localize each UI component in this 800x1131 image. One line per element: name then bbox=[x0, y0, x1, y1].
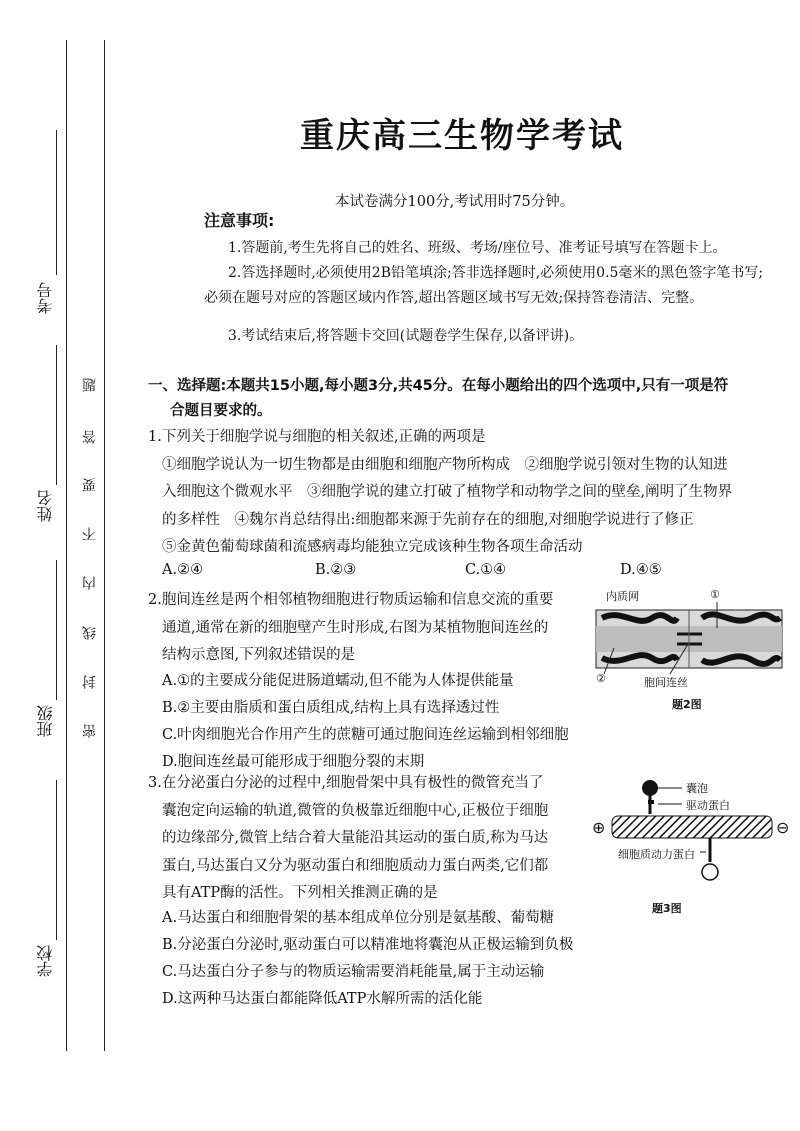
section-line: 合题目要求的。 bbox=[170, 403, 272, 419]
notice-heading: 注意事项: bbox=[204, 211, 275, 230]
section-line: 一、选择题:本题共15小题,每小题3分,共45分。在每小题给出的四个选项中,只有一项是符 bbox=[148, 378, 729, 394]
q3-option-a[interactable]: A.马达蛋白和细胞骨架的基本组成单位分别是氨基酸、葡萄糖 bbox=[162, 910, 555, 926]
field-label-class: 班级 bbox=[36, 705, 55, 737]
seal-char: 不 bbox=[82, 527, 98, 541]
figure-3 bbox=[582, 770, 792, 920]
q1-stem-line: ⑤金黄色葡萄球菌和流感病毒均能独立完成该种生物各项生命活动 bbox=[162, 539, 583, 555]
seal-char: 密 bbox=[82, 724, 98, 738]
figure-2 bbox=[592, 588, 792, 718]
binding-line-outer bbox=[66, 40, 67, 1051]
q2-stem-line: 2.胞间连丝是两个相邻植物细胞进行物质运输和信息交流的重要 bbox=[148, 592, 554, 608]
field-label-name: 姓名 bbox=[36, 490, 55, 522]
notice-item: 2.答选择题时,必须使用2B铅笔填涂;答非选择题时,必须使用0.5毫米的黑色签字笔书写;必须在题号对应的答题区域内作答,超出答题区域书写无效;保持答卷清洁、完整。 bbox=[204, 265, 764, 306]
q1-stem-line: 的多样性 ④魏尔肖总结得出:细胞都来源于先前存在的细胞,对细胞学说进行了修正 bbox=[162, 511, 694, 528]
q3-option-c[interactable]: C.马达蛋白分子参与的物质运输需要消耗能量,属于主动运输 bbox=[162, 964, 545, 980]
q3-stem-line: 的边缘部分,微管上结合着大量能沿其运动的蛋白质,称为马达 bbox=[162, 830, 549, 846]
q1-option-d[interactable]: D.④⑤ bbox=[620, 562, 662, 578]
q1-stem-line: ①细胞学说认为一切生物都是由细胞和细胞产物所构成 ②细胞学说引领对生物的认知进 bbox=[162, 456, 728, 473]
exam-intro: 本试卷满分100分,考试用时75分钟。 bbox=[335, 194, 575, 210]
fig2-label-1: ① bbox=[710, 588, 720, 601]
q1-option-c[interactable]: C.①④ bbox=[465, 562, 507, 578]
notice-item: 3.考试结束后,将答题卡交回(试题卷学生保存,以备评讲)。 bbox=[228, 328, 584, 344]
fig3-minus-end: ⊖ bbox=[776, 818, 790, 837]
seal-char: 要 bbox=[82, 478, 98, 492]
question-2 bbox=[148, 587, 588, 670]
field-line-class[interactable] bbox=[56, 560, 57, 700]
q3-stem-line: 具有ATP酶的活性。下列相关推测正确的是 bbox=[162, 885, 438, 901]
q2-option-c[interactable]: C.叶肉细胞光合作用产生的蔗糖可通过胞间连丝运输到相邻细胞 bbox=[162, 727, 569, 743]
fig2-label-plasmodesma: 胞间连丝 bbox=[644, 676, 688, 689]
q1-stem-line: 1.下列关于细胞学说与细胞的相关叙述,正确的两项是 bbox=[148, 429, 486, 445]
question-1 bbox=[148, 424, 788, 562]
field-label-school: 学校 bbox=[36, 945, 55, 977]
field-line-exam-number[interactable] bbox=[56, 130, 57, 275]
field-label-exam-number: 考号 bbox=[36, 282, 55, 314]
fig3-plus-end: ⊕ bbox=[592, 818, 606, 837]
q1-option-a[interactable]: A.②④ bbox=[162, 562, 204, 578]
q3-option-d[interactable]: D.这两种马达蛋白都能降低ATP水解所需的活化能 bbox=[162, 991, 483, 1007]
q3-stem-line: 3.在分泌蛋白分泌的过程中,细胞骨架中具有极性的微管充当了 bbox=[148, 775, 544, 791]
fig3-label-dynein: 细胞质动力蛋白 bbox=[618, 848, 695, 861]
seal-char: 内 bbox=[82, 576, 98, 590]
question-3 bbox=[148, 770, 588, 908]
binding-line-inner bbox=[104, 40, 105, 1051]
q2-option-a[interactable]: A.①的主要成分能促进肠道蠕动,但不能为人体提供能量 bbox=[162, 673, 514, 689]
q3-stem-line: 囊泡定向运输的轨道,微管的负极靠近细胞中心,正极位于细胞 bbox=[162, 802, 549, 819]
seal-char: 封 bbox=[82, 675, 98, 689]
q2-stem-line: 结构示意图,下列叙述错误的是 bbox=[162, 647, 356, 663]
field-line-school[interactable] bbox=[56, 780, 57, 940]
seal-char: 答 bbox=[82, 430, 98, 444]
fig3-caption: 题3图 bbox=[652, 902, 682, 915]
q1-option-b[interactable]: B.②③ bbox=[315, 562, 357, 578]
q2-stem-line: 通道,通常在新的细胞壁产生时形成,右图为某植物胞间连丝的 bbox=[162, 619, 549, 636]
fig2-label-er: 内质网 bbox=[606, 590, 639, 603]
seal-char: 题 bbox=[82, 378, 98, 392]
notice-item: 1.答题前,考生先将自己的姓名、班级、考场/座位号、准考证号填写在答题卡上。 bbox=[228, 240, 727, 256]
q2-option-d[interactable]: D.胞间连丝最可能形成于细胞分裂的末期 bbox=[162, 754, 425, 770]
q3-stem-line: 蛋白,马达蛋白又分为驱动蛋白和细胞质动力蛋白两类,它们都 bbox=[162, 857, 549, 874]
seal-char: 线 bbox=[82, 626, 98, 640]
fig2-caption: 题2图 bbox=[672, 698, 702, 711]
q3-option-b[interactable]: B.分泌蛋白分泌时,驱动蛋白可以精准地将囊泡从正极运输到负极 bbox=[162, 937, 574, 953]
field-line-name[interactable] bbox=[56, 345, 57, 485]
section-heading bbox=[148, 374, 788, 424]
fig3-label-kinesin: 驱动蛋白 bbox=[686, 799, 730, 812]
q2-option-b[interactable]: B.②主要由脂质和蛋白质组成,结构上具有选择透过性 bbox=[162, 700, 500, 716]
fig2-label-2: ② bbox=[596, 672, 606, 685]
fig3-label-vesicle: 囊泡 bbox=[686, 782, 708, 795]
q1-stem-line: 入细胞这个微观水平 ③细胞学说的建立打破了植物学和动物学之间的壁垒,阐明了生物界 bbox=[162, 484, 733, 500]
page-title: 重庆高三生物学考试 bbox=[300, 116, 624, 156]
